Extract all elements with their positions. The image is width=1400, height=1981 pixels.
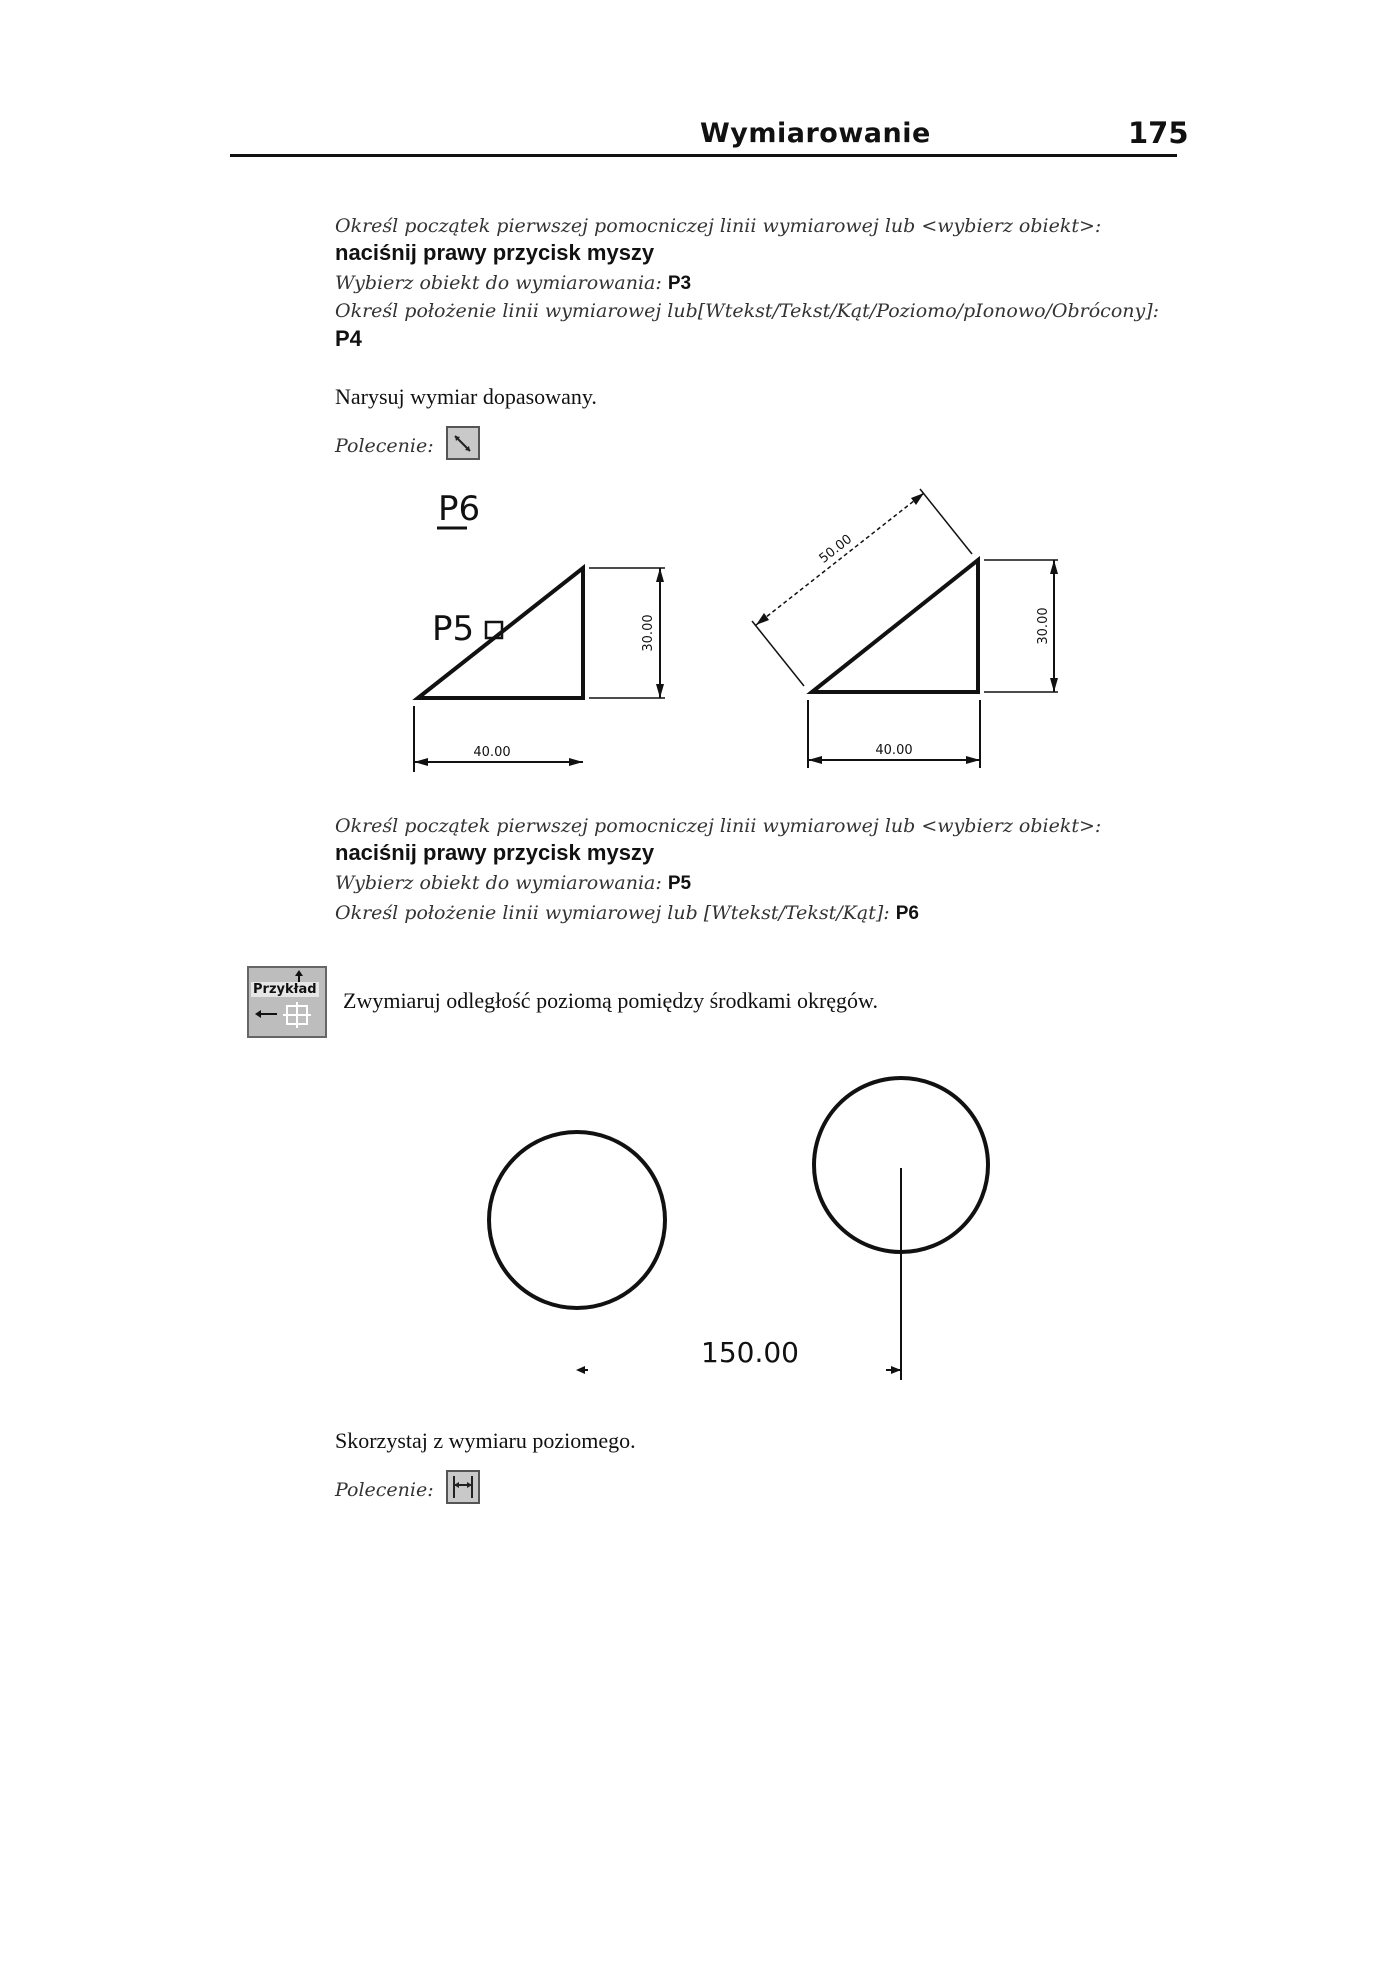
example-instruction: Zwymiaruj odległość poziomą pomiędzy środkami okręgów. [343, 988, 879, 1013]
instruction-right-click-2: naciśnij prawy przycisk myszy [335, 840, 655, 865]
extension-line [920, 489, 972, 554]
label-p6: P6 [438, 489, 481, 529]
arrowhead [414, 758, 428, 766]
instruction-aligned: Narysuj wymiar dopasowany. [335, 384, 597, 409]
right-triangle-group [752, 489, 1058, 768]
prompt-dimension-line-location-2 [335, 902, 919, 925]
arrowhead [656, 568, 664, 582]
example-badge-label: Przykład [253, 982, 317, 997]
running-header-title: Wymiarowanie [700, 118, 931, 149]
arrowhead [756, 613, 769, 625]
point-p6: P6 [895, 903, 919, 924]
instruction-horizontal: Skorzystaj z wymiaru poziomego. [335, 1428, 636, 1453]
arrowhead [1050, 678, 1058, 692]
dim-text-150: 150.00 [701, 1336, 799, 1369]
command-prompt-2 [335, 1470, 480, 1504]
prompt-select-object-text: Wybierz obiekt do wymiarowania: [335, 872, 662, 894]
dim-text-vertical: 30.00 [1036, 607, 1051, 645]
arrowhead [966, 756, 980, 764]
point-p4: P4 [335, 326, 362, 351]
figure-circles [470, 1060, 1010, 1390]
arrowhead [1050, 560, 1058, 574]
instruction-right-click: naciśnij prawy przycisk myszy [335, 240, 655, 265]
command-prompt-1 [335, 426, 480, 460]
dimension-line-aligned [756, 493, 924, 625]
aligned-dimension-icon[interactable] [446, 426, 480, 460]
dim-text-aligned: 50.00 [816, 531, 856, 567]
arrowhead [891, 1366, 901, 1374]
extension-line [752, 621, 804, 686]
figure-triangles [390, 470, 1090, 780]
arrowhead [656, 684, 664, 698]
prompt-dimension-line-location: Określ położenie linii wymiarowej lub[Wtekst/Tekst/Kąt/Poziomo/pIonowo/Obrócony]: [335, 300, 1160, 322]
page-number: 175 [1128, 116, 1189, 150]
command-label: Polecenie: [335, 435, 434, 457]
dim-text-horizontal: 40.00 [875, 743, 913, 758]
header-rule [230, 154, 1177, 157]
arrowhead [569, 758, 583, 766]
dim-text-vertical: 30.00 [641, 614, 656, 652]
right-triangle [812, 560, 978, 692]
arrowhead [576, 1366, 585, 1374]
example-arrows [249, 968, 325, 1036]
prompt-select-object-2 [335, 872, 691, 895]
dim-text-horizontal: 40.00 [473, 745, 511, 760]
prompt-select-object-text: Wybierz obiekt do wymiarowania: [335, 272, 662, 294]
prompt-location-text: Określ położenie linii wymiarowej lub [Wtekst/Tekst/Kąt]: [335, 902, 890, 924]
example-icon [247, 966, 327, 1038]
left-triangle-group [414, 489, 665, 772]
point-p5: P5 [667, 873, 692, 894]
command-label: Polecenie: [335, 1479, 434, 1501]
arrowhead [911, 493, 924, 505]
arrowhead [808, 756, 822, 764]
point-p3: P3 [667, 273, 692, 294]
prompt-first-origin: Określ początek pierwszej pomocniczej linii wymiarowej lub <wybierz obiekt>: [335, 215, 1102, 237]
prompt-first-origin-2: Określ początek pierwszej pomocniczej linii wymiarowej lub <wybierz obiekt>: [335, 815, 1102, 837]
linear-dimension-icon[interactable] [446, 1470, 480, 1504]
prompt-select-object [335, 272, 691, 295]
left-circle [489, 1132, 665, 1308]
label-p5: P5 [432, 609, 475, 649]
